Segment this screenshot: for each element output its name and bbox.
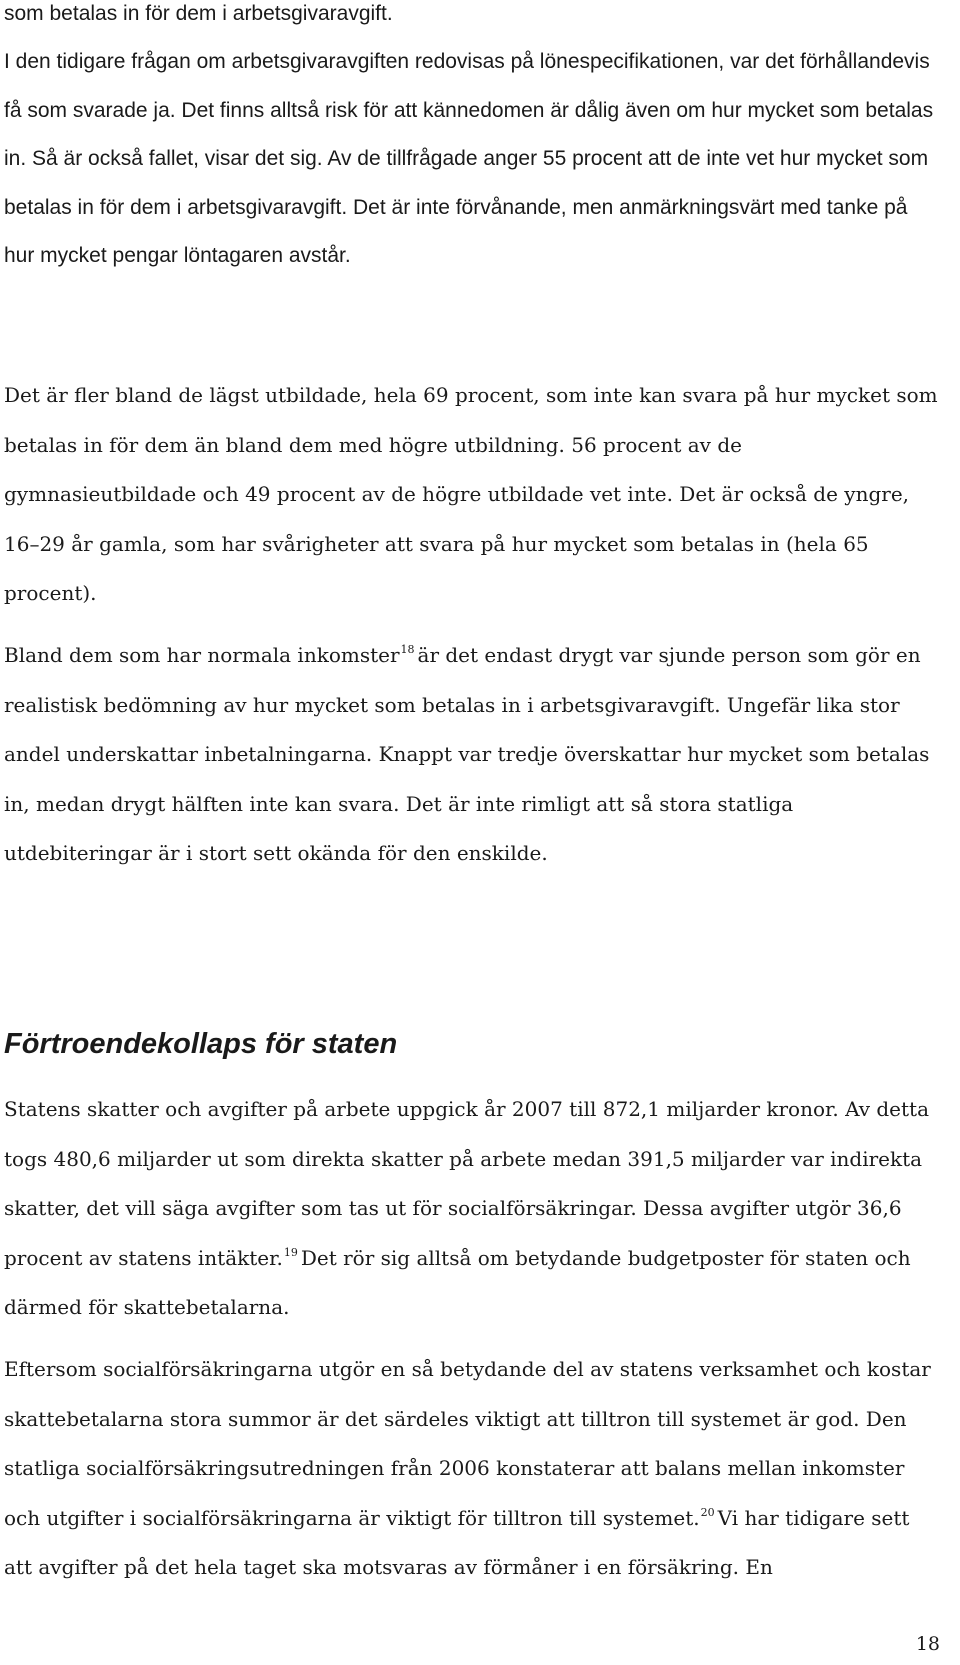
paragraph-normal-incomes bbox=[4, 631, 939, 879]
paragraph-text: Bland dem som har normala inkomster bbox=[4, 643, 400, 667]
paragraph-state-taxes bbox=[4, 1085, 939, 1333]
paragraph-text: som betalas in för dem i arbetsgivaravgift. bbox=[4, 2, 393, 25]
footnote-marker: 19 bbox=[283, 1245, 298, 1259]
footnote-marker: 18 bbox=[400, 643, 415, 656]
paragraph-text: I den tidigare frågan om arbetsgivaravgiften redovisas på lönespecifikationen, var det förhållandevis få som svarade ja. Det finns alltså risk för att kännedomen är dålig även om hur mycket som betalas in. Så är också fallet, visar det sig. Av de tillfrågade anger 55 procent att de inte vet hur mycket som betalas in för dem i arbetsgivaravgift. Det är inte förvånande, men anmärkningsvärt med tanke på hur mycket pengar löntagaren avstår. bbox=[4, 50, 934, 267]
paragraph-arbetsgivaravgift-awareness bbox=[4, 38, 939, 281]
paragraph-education-differences bbox=[4, 371, 939, 619]
footnote-marker: 20 bbox=[700, 1505, 715, 1519]
paragraph-social-insurance bbox=[4, 1345, 939, 1593]
paragraph-text: Det är fler bland de lägst utbildade, hela 69 procent, som inte kan svara på hur mycket som betalas in för dem än bland dem med högre utbildning. 56 procent av de gymnasieutbildade och 49 procent av de högre utbildade vet inte. Det är också de yngre, 16–29 år gamla, som har svårigheter att svara på hur mycket som betalas in (hela 65 procent). bbox=[4, 383, 938, 606]
paragraph-text: Statens skatter och avgifter på arbete uppgick år 2007 till 872,1 miljarder kronor. Av detta togs 480,6 miljarder ut som direkta skatter på arbete medan 391,5 miljarder var indirekta skatter, det vill säga avgifter som tas ut för socialförsäkringar. Dessa avgifter utgör 36,6 procent av statens intäkter. bbox=[4, 1097, 930, 1270]
paragraph-text: Vi har tidigare sett att avgifter på det hela taget ska motsvaras av förmåner i en försäkring. En bbox=[4, 1505, 910, 1580]
paragraph-continuation bbox=[4, 0, 939, 39]
paragraph-text: är det endast drygt var sjunde person som gör en realistisk bedömning av hur mycket som betalas in i arbetsgivaravgift. Ungefär lika stor andel underskattar inbetalningarna. Knappt var tredje överskattar hur mycket som betalas in, medan drygt hälften inte kan svara. Det är inte rimligt att så stora statliga utdebiteringar är i stort sett okända för den enskilde. bbox=[4, 643, 930, 866]
paragraph-text: Eftersom socialförsäkringarna utgör en så betydande del av statens verksamhet och kostar skattebetalarna stora summor är det särdeles viktigt att tilltron till systemet är god. Den statliga socialförsäkringsutredningen från 2006 konstaterar att balans mellan inkomster och utgifter i socialförsäkringarna är viktigt för tilltron till systemet. bbox=[4, 1357, 931, 1530]
paragraph-text: Det rör sig alltså om betydande budgetposter för staten och därmed för skattebetalarna. bbox=[4, 1245, 911, 1320]
section-heading: Förtroendekollaps för staten bbox=[4, 1028, 398, 1060]
page-number: 18 bbox=[915, 1633, 940, 1655]
